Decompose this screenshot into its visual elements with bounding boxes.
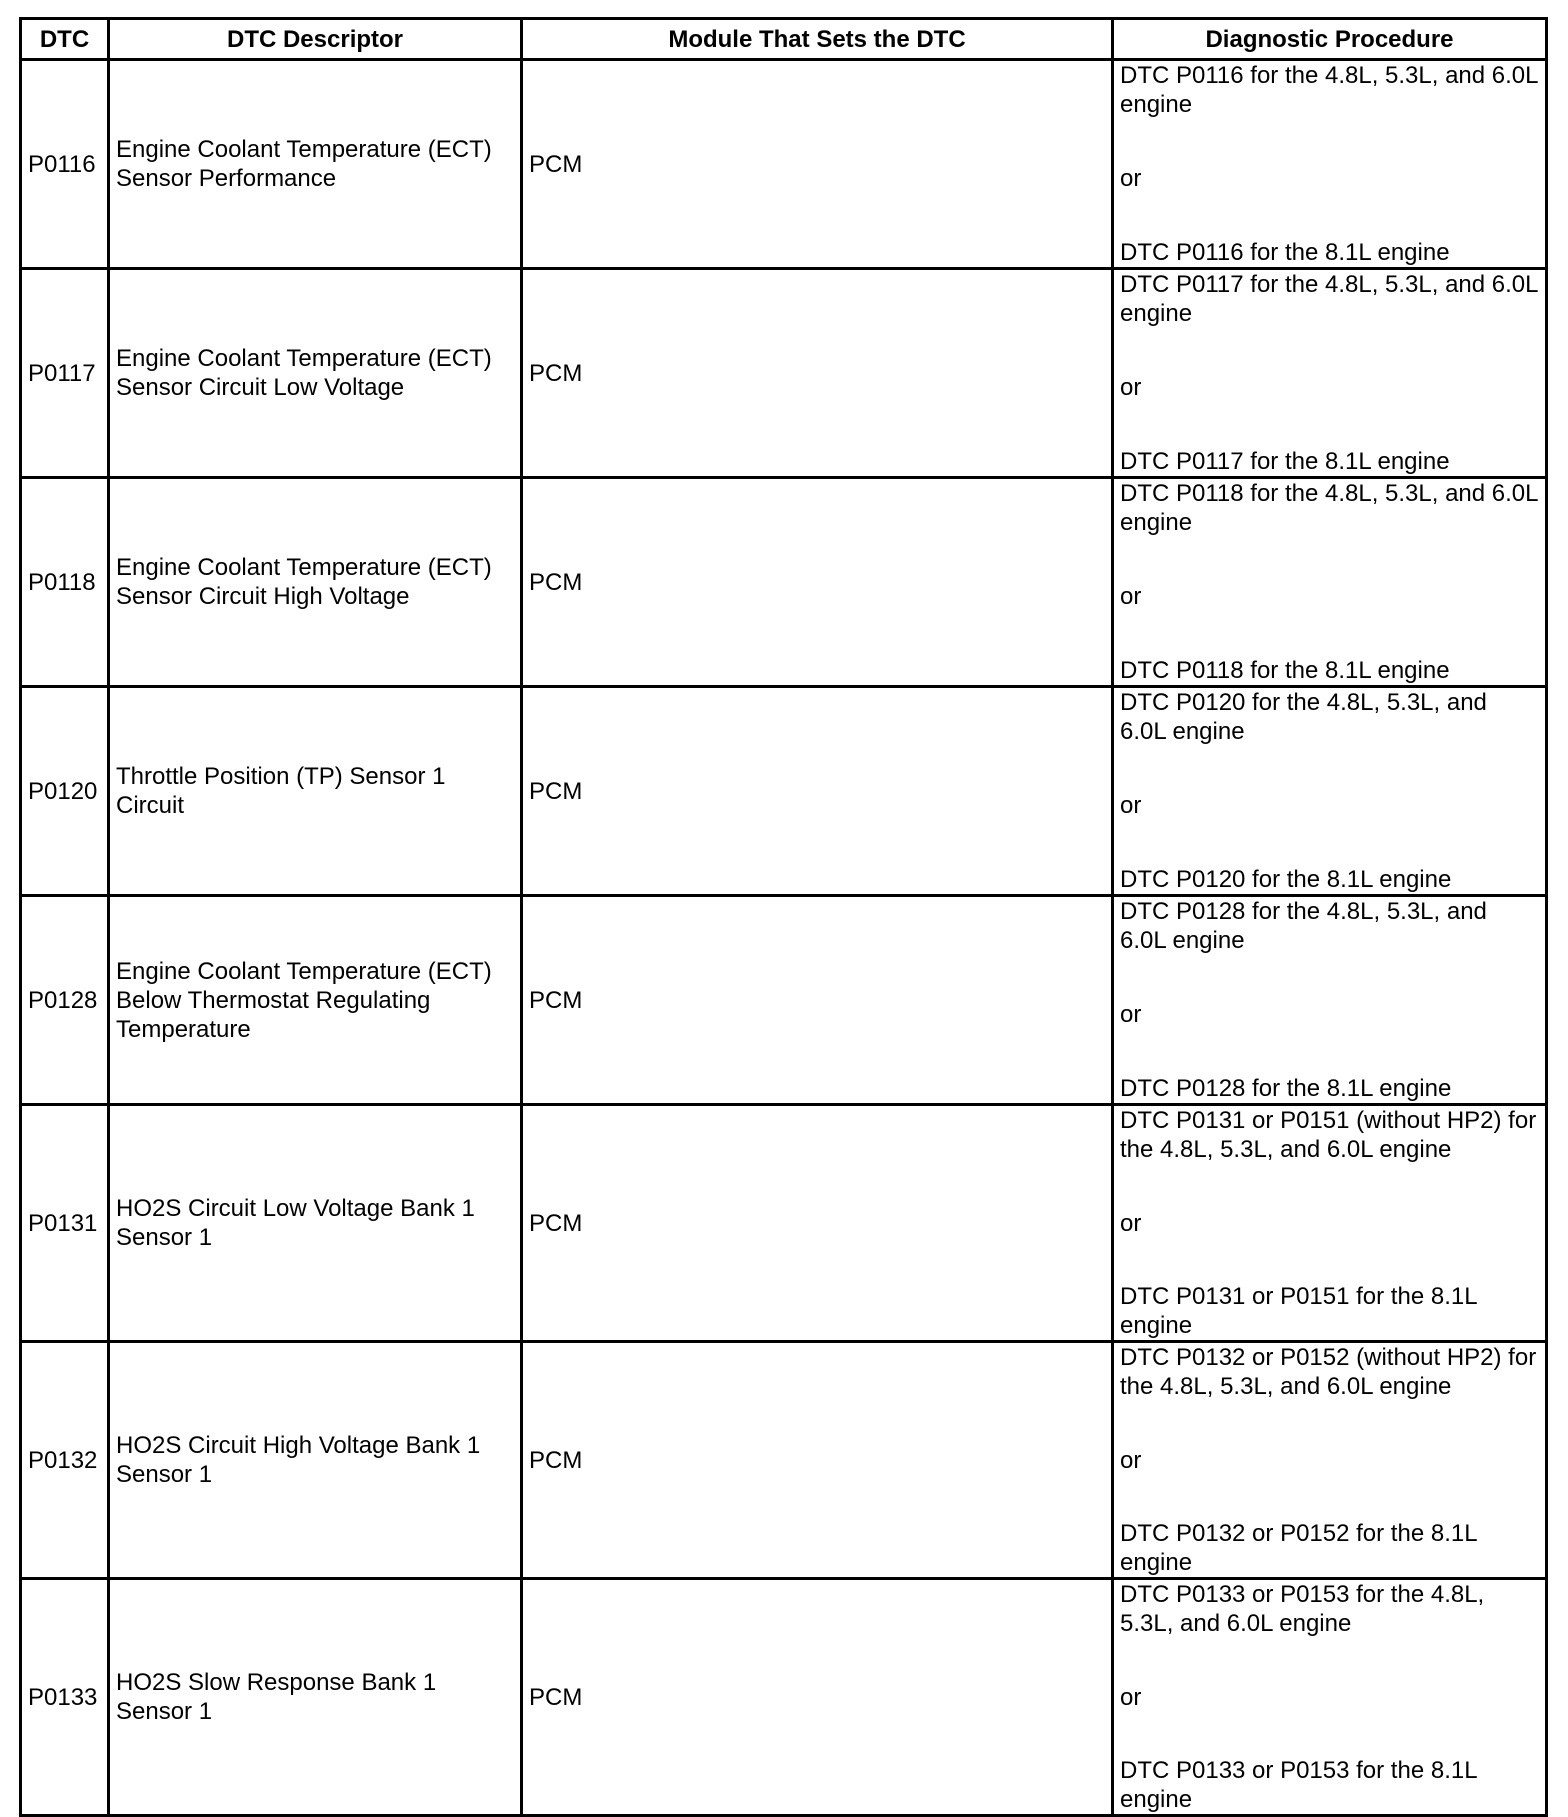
diagnostic-procedure-cell: [1113, 1579, 1547, 1816]
module-cell: PCM: [522, 1105, 1113, 1342]
dtc-descriptor-cell: HO2S Slow Response Bank 1 Sensor 1: [109, 1579, 522, 1816]
procedure-or-text: or: [1120, 1446, 1142, 1474]
diagnostic-procedure-cell: [1113, 1342, 1547, 1579]
procedure-or-text: or: [1120, 583, 1142, 610]
dtc-descriptor-cell: Throttle Position (TP) Sensor 1 Circuit: [109, 687, 522, 896]
dtc-descriptor-cell: HO2S Circuit High Voltage Bank 1 Sensor 1: [109, 1342, 522, 1579]
table-row: [21, 1579, 1547, 1816]
dtc-table-container: [19, 17, 1548, 1817]
procedure-lines: [1120, 1106, 1539, 1340]
dtc-descriptor-cell: Engine Coolant Temperature (ECT) Sensor Circuit High Voltage: [109, 478, 522, 687]
procedure-or-text: or: [1120, 165, 1142, 192]
table-row: [21, 478, 1547, 687]
procedure-lines: [1120, 61, 1539, 267]
procedure-or-text: or: [1120, 1209, 1142, 1237]
procedure-link[interactable]: DTC P0116 for the 4.8L, 5.3L, and 6.0L engine: [1120, 62, 1538, 118]
header-descriptor: DTC Descriptor: [109, 19, 522, 60]
module-cell: PCM: [522, 478, 1113, 687]
procedure-lines: [1120, 1580, 1539, 1814]
header-module: Module That Sets the DTC: [522, 19, 1113, 60]
procedure-or-text: or: [1120, 792, 1142, 819]
dtc-code-cell: P0133: [21, 1579, 109, 1816]
dtc-code-cell: P0128: [21, 896, 109, 1105]
module-cell: PCM: [522, 1579, 1113, 1816]
procedure-link[interactable]: DTC P0131 or P0151 for the 8.1L engine: [1120, 1283, 1477, 1339]
dtc-descriptor-cell: Engine Coolant Temperature (ECT) Below Thermostat Regulating Temperature: [109, 896, 522, 1105]
procedure-link[interactable]: DTC P0128 for the 4.8L, 5.3L, and 6.0L engine: [1120, 898, 1487, 954]
module-cell: PCM: [522, 269, 1113, 478]
diagnostic-procedure-cell: [1113, 896, 1547, 1105]
diagnostic-procedure-cell: [1113, 60, 1547, 269]
dtc-table: [19, 17, 1548, 1817]
dtc-code-cell: P0132: [21, 1342, 109, 1579]
module-cell: PCM: [522, 896, 1113, 1105]
procedure-link[interactable]: DTC P0120 for the 8.1L engine: [1120, 866, 1452, 893]
diagnostic-procedure-cell: [1113, 269, 1547, 478]
dtc-descriptor-cell: HO2S Circuit Low Voltage Bank 1 Sensor 1: [109, 1105, 522, 1342]
table-body: [21, 60, 1547, 1816]
table-row: [21, 896, 1547, 1105]
module-cell: PCM: [522, 60, 1113, 269]
procedure-link[interactable]: DTC P0118 for the 8.1L engine: [1120, 657, 1450, 684]
table-row: [21, 60, 1547, 269]
procedure-link[interactable]: DTC P0132 or P0152 for the 8.1L engine: [1120, 1520, 1477, 1576]
procedure-lines: [1120, 688, 1539, 894]
procedure-or-text: or: [1120, 374, 1142, 401]
header-procedure: Diagnostic Procedure: [1113, 19, 1547, 60]
procedure-link[interactable]: DTC P0133 or P0153 for the 8.1L engine: [1120, 1757, 1477, 1813]
diagnostic-procedure-cell: [1113, 687, 1547, 896]
table-row: [21, 687, 1547, 896]
dtc-descriptor-cell: Engine Coolant Temperature (ECT) Sensor Performance: [109, 60, 522, 269]
procedure-lines: [1120, 897, 1539, 1103]
table-row: [21, 269, 1547, 478]
procedure-link[interactable]: DTC P0117 for the 8.1L engine: [1120, 448, 1450, 475]
module-cell: PCM: [522, 687, 1113, 896]
dtc-descriptor-cell: Engine Coolant Temperature (ECT) Sensor Circuit Low Voltage: [109, 269, 522, 478]
procedure-or-text: or: [1120, 1001, 1142, 1028]
dtc-code-cell: P0117: [21, 269, 109, 478]
header-dtc: DTC: [21, 19, 109, 60]
table-row: [21, 1342, 1547, 1579]
procedure-link[interactable]: DTC P0117 for the 4.8L, 5.3L, and 6.0L engine: [1120, 271, 1538, 327]
procedure-link[interactable]: DTC P0128 for the 8.1L engine: [1120, 1075, 1452, 1102]
procedure-link[interactable]: DTC P0118 for the 4.8L, 5.3L, and 6.0L engine: [1120, 480, 1538, 536]
procedure-lines: [1120, 1343, 1539, 1577]
procedure-link[interactable]: DTC P0120 for the 4.8L, 5.3L, and 6.0L engine: [1120, 689, 1487, 745]
module-cell: PCM: [522, 1342, 1113, 1579]
dtc-code-cell: P0131: [21, 1105, 109, 1342]
procedure-lines: [1120, 270, 1539, 476]
dtc-code-cell: P0116: [21, 60, 109, 269]
dtc-code-cell: P0118: [21, 478, 109, 687]
procedure-link[interactable]: DTC P0132 or P0152 (without HP2) for the 4.8L, 5.3L, and 6.0L engine: [1120, 1344, 1537, 1400]
table-row: [21, 1105, 1547, 1342]
table-header-row: [21, 19, 1547, 60]
procedure-or-text: or: [1120, 1683, 1142, 1711]
diagnostic-procedure-cell: [1113, 478, 1547, 687]
procedure-link[interactable]: DTC P0133 or P0153 for the 4.8L, 5.3L, and 6.0L engine: [1120, 1581, 1485, 1637]
procedure-link[interactable]: DTC P0116 for the 8.1L engine: [1120, 239, 1450, 266]
diagnostic-procedure-cell: [1113, 1105, 1547, 1342]
dtc-code-cell: P0120: [21, 687, 109, 896]
procedure-lines: [1120, 479, 1539, 685]
procedure-link[interactable]: DTC P0131 or P0151 (without HP2) for the 4.8L, 5.3L, and 6.0L engine: [1120, 1107, 1537, 1163]
